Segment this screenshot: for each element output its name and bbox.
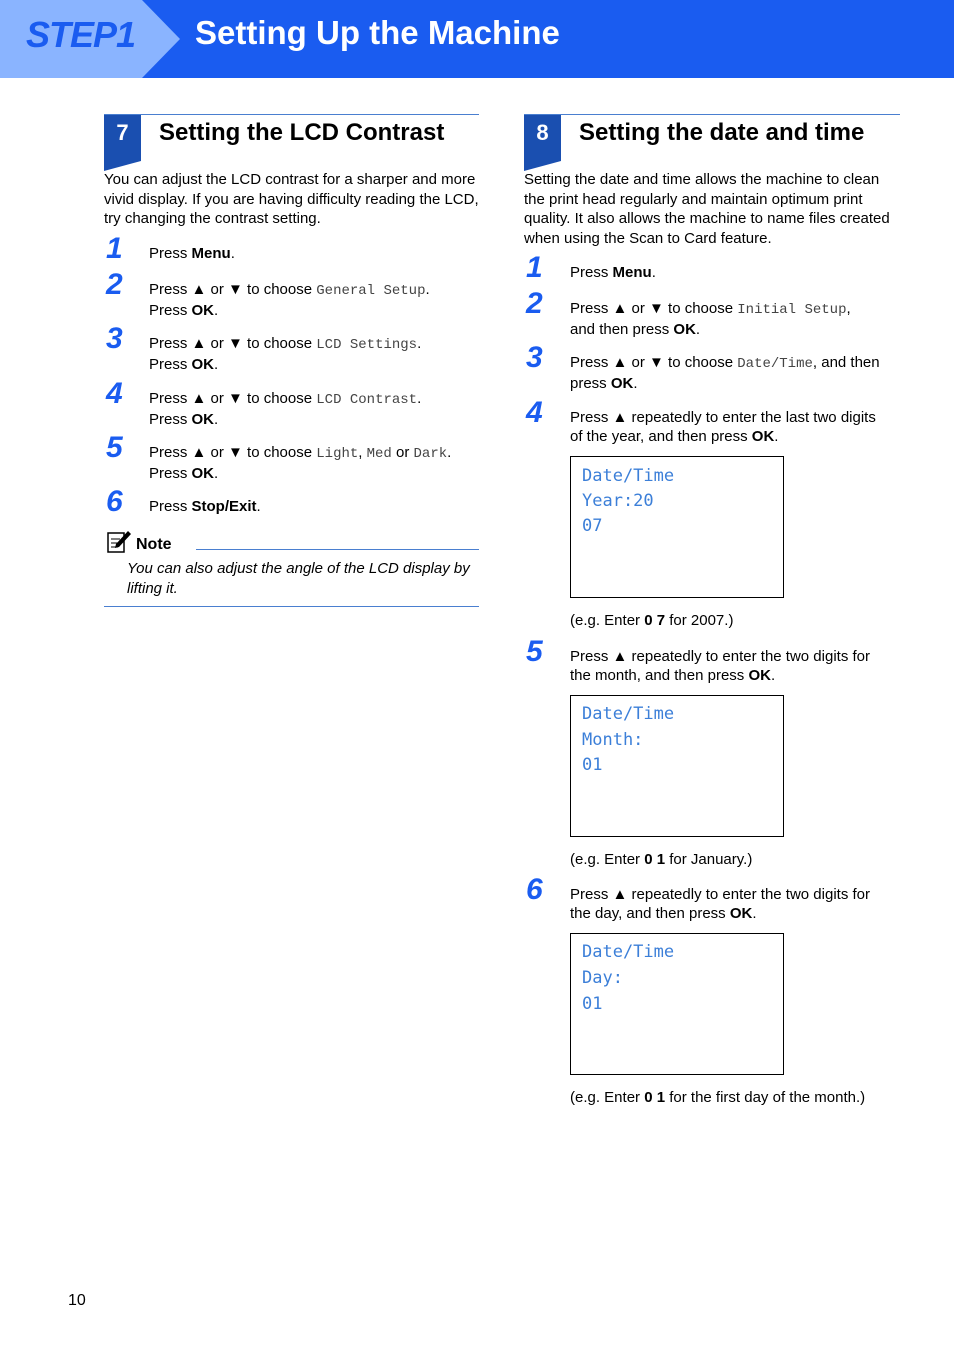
example-caption: (e.g. Enter 0 1 for the first day of the month.): [570, 1089, 866, 1106]
note-bottom-divider: [104, 606, 479, 607]
step-text: Press ▲ or ▼ to choose LCD Settings. Press OK.: [149, 335, 422, 373]
section-7-heading: [104, 114, 479, 163]
lcd-line: Date/Time: [582, 466, 675, 486]
note-text: You can also adjust the angle of the LCD display by lifting it.: [127, 560, 470, 597]
note-label: Note: [136, 536, 172, 553]
lcd-line: Day:: [582, 968, 623, 988]
step-text: Press ▲ or ▼ to choose Initial Setup, and then press OK.: [570, 300, 851, 338]
lcd-line: Date/Time: [582, 942, 675, 962]
step-text: Press Menu.: [570, 264, 656, 281]
step-number: 3: [526, 341, 543, 374]
example-caption: (e.g. Enter 0 7 for 2007.): [570, 612, 734, 629]
page-header: [0, 0, 954, 78]
step-number: 5: [106, 431, 123, 464]
step-text: Press ▲ or ▼ to choose LCD Contrast. Press OK.: [149, 390, 422, 428]
step-number: 6: [526, 873, 543, 906]
step-number: 5: [526, 635, 543, 668]
lcd-line: Month:: [582, 730, 644, 750]
step-label: STEP1: [26, 14, 136, 55]
lcd-line: 01: [582, 994, 603, 1014]
section-8-heading: [524, 114, 900, 163]
step-text: Press ▲ repeatedly to enter the last two digits of the year, and then press OK.: [570, 409, 876, 445]
note-pencil-icon: [106, 530, 132, 554]
lcd-display-month: [570, 695, 784, 837]
section-number: 7: [104, 115, 141, 161]
step-text: Press ▲ repeatedly to enter the two digits for the month, and then press OK.: [570, 648, 870, 684]
lcd-line: Date/Time: [582, 704, 675, 724]
step-number: 4: [106, 377, 123, 410]
step-text: Press Menu.: [149, 245, 235, 262]
step-text: Press ▲ or ▼ to choose General Setup. Press OK.: [149, 281, 430, 319]
step-text: Press ▲ or ▼ to choose Date/Time, and then press OK.: [570, 354, 880, 392]
page-number: 10: [68, 1292, 86, 1309]
section-number: 8: [524, 115, 561, 161]
note-divider: [196, 549, 479, 550]
note-heading: [106, 530, 479, 554]
step-number: 4: [526, 396, 543, 429]
lcd-display-day: [570, 933, 784, 1075]
example-caption: (e.g. Enter 0 1 for January.): [570, 851, 753, 868]
step-number: 6: [106, 485, 123, 518]
section-8-intro: Setting the date and time allows the machine to clean the print head regularly and maintain optimum print quality. It also allows the machine to name files created when using the Scan to Card feature.: [524, 171, 890, 247]
lcd-line: Year:20: [582, 491, 654, 511]
lcd-display-year: [570, 456, 784, 598]
step-text: Press ▲ repeatedly to enter the two digits for the day, and then press OK.: [570, 886, 870, 922]
lcd-line: 01: [582, 755, 603, 775]
step-number: 2: [106, 268, 123, 301]
section-7-intro: You can adjust the LCD contrast for a sharper and more vivid display. If you are having difficulty reading the LCD, try changing the contrast setting.: [104, 171, 479, 227]
step-number: 3: [106, 322, 123, 355]
step-number: 2: [526, 287, 543, 320]
step-number: 1: [526, 251, 543, 284]
section-title: Setting the LCD Contrast: [159, 119, 445, 146]
step-text: Press Stop/Exit.: [149, 498, 261, 515]
page-title: Setting Up the Machine: [195, 14, 560, 51]
step-number: 1: [106, 232, 123, 265]
lcd-line: 07: [582, 516, 603, 536]
section-title: Setting the date and time: [579, 119, 865, 146]
step-text: Press ▲ or ▼ to choose Light, Med or Dark. Press OK.: [149, 444, 452, 482]
